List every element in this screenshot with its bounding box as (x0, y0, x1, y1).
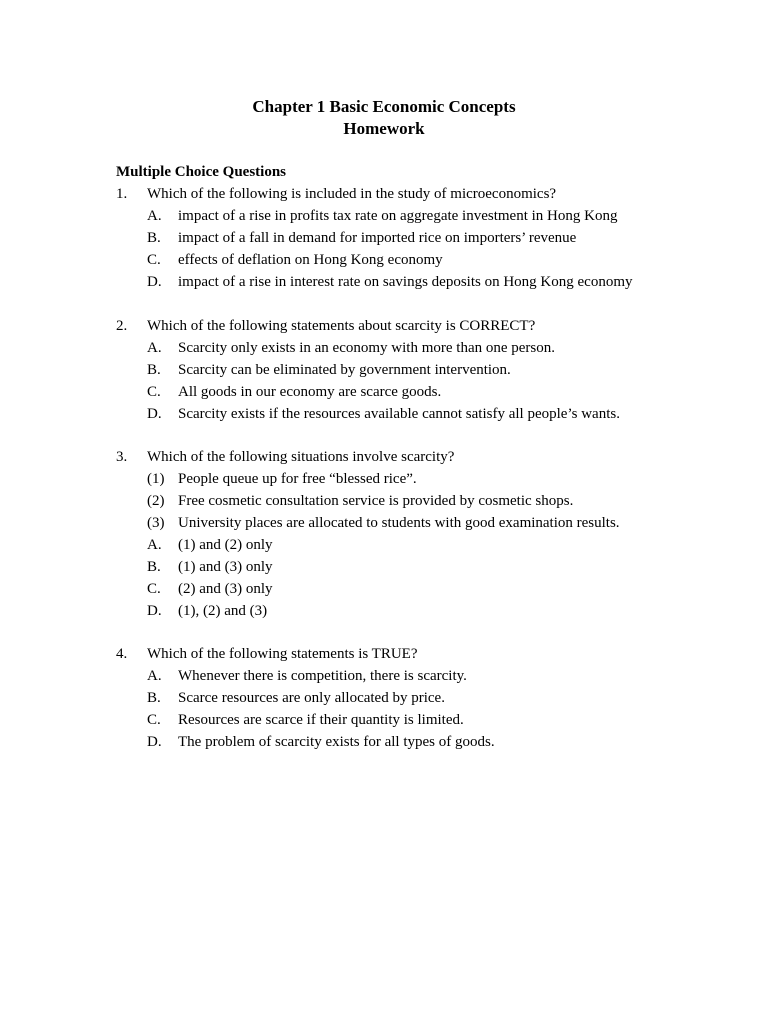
section-heading: Multiple Choice Questions (116, 164, 287, 180)
option-text: Scarce resources are only allocated by price. (178, 690, 445, 706)
option-letter: B. (147, 230, 161, 246)
statement-label: (3) (147, 515, 165, 531)
option-letter: D. (147, 603, 162, 619)
option-text: impact of a rise in profits tax rate on aggregate investment in Hong Kong (178, 208, 618, 224)
question-text: Which of the following statements is TRUE? (147, 646, 418, 662)
statement-label: (1) (147, 471, 165, 487)
option-text: Scarcity can be eliminated by government intervention. (178, 362, 511, 378)
option-letter: B. (147, 559, 161, 575)
option-text: All goods in our economy are scarce goods. (178, 384, 442, 400)
statement-text: Free cosmetic consultation service is provided by cosmetic shops. (178, 493, 574, 509)
option-letter: A. (147, 340, 162, 356)
option-letter: A. (147, 537, 162, 553)
option-letter: A. (147, 208, 162, 224)
option-text: (2) and (3) only (178, 581, 273, 597)
option-letter: B. (147, 362, 161, 378)
option-letter: A. (147, 668, 162, 684)
question-number: 4. (116, 646, 128, 662)
question-text: Which of the following is included in the study of microeconomics? (147, 186, 557, 202)
statement-text: People queue up for free “blessed rice”. (178, 471, 417, 487)
statement-label: (2) (147, 493, 165, 509)
option-letter: C. (147, 384, 161, 400)
option-text: effects of deflation on Hong Kong economy (178, 252, 443, 268)
statement-text: University places are allocated to students with good examination results. (178, 515, 620, 531)
option-letter: D. (147, 406, 162, 422)
question-number: 1. (116, 186, 128, 202)
option-letter: C. (147, 581, 161, 597)
option-text: impact of a rise in interest rate on savings deposits on Hong Kong economy (178, 274, 633, 290)
option-text: The problem of scarcity exists for all types of goods. (178, 734, 495, 750)
option-letter: B. (147, 690, 161, 706)
option-text: (1) and (2) only (178, 537, 273, 553)
option-text: Resources are scarce if their quantity is limited. (178, 712, 464, 728)
option-text: Scarcity exists if the resources available cannot satisfy all people’s wants. (178, 406, 620, 422)
document-title: Chapter 1 Basic Economic Concepts (252, 97, 516, 116)
option-text: Whenever there is competition, there is scarcity. (178, 668, 467, 684)
option-letter: D. (147, 734, 162, 750)
option-letter: D. (147, 274, 162, 290)
document-subtitle: Homework (343, 119, 425, 138)
option-text: (1) and (3) only (178, 559, 273, 575)
question-number: 3. (116, 449, 128, 465)
question-text: Which of the following statements about scarcity is CORRECT? (147, 318, 536, 334)
option-letter: C. (147, 712, 161, 728)
option-letter: C. (147, 252, 161, 268)
option-text: (1), (2) and (3) (178, 603, 268, 619)
question-number: 2. (116, 318, 128, 334)
question-text: Which of the following situations involve scarcity? (147, 449, 455, 465)
option-text: impact of a fall in demand for imported rice on importers’ revenue (178, 230, 577, 246)
option-text: Scarcity only exists in an economy with more than one person. (178, 340, 555, 356)
